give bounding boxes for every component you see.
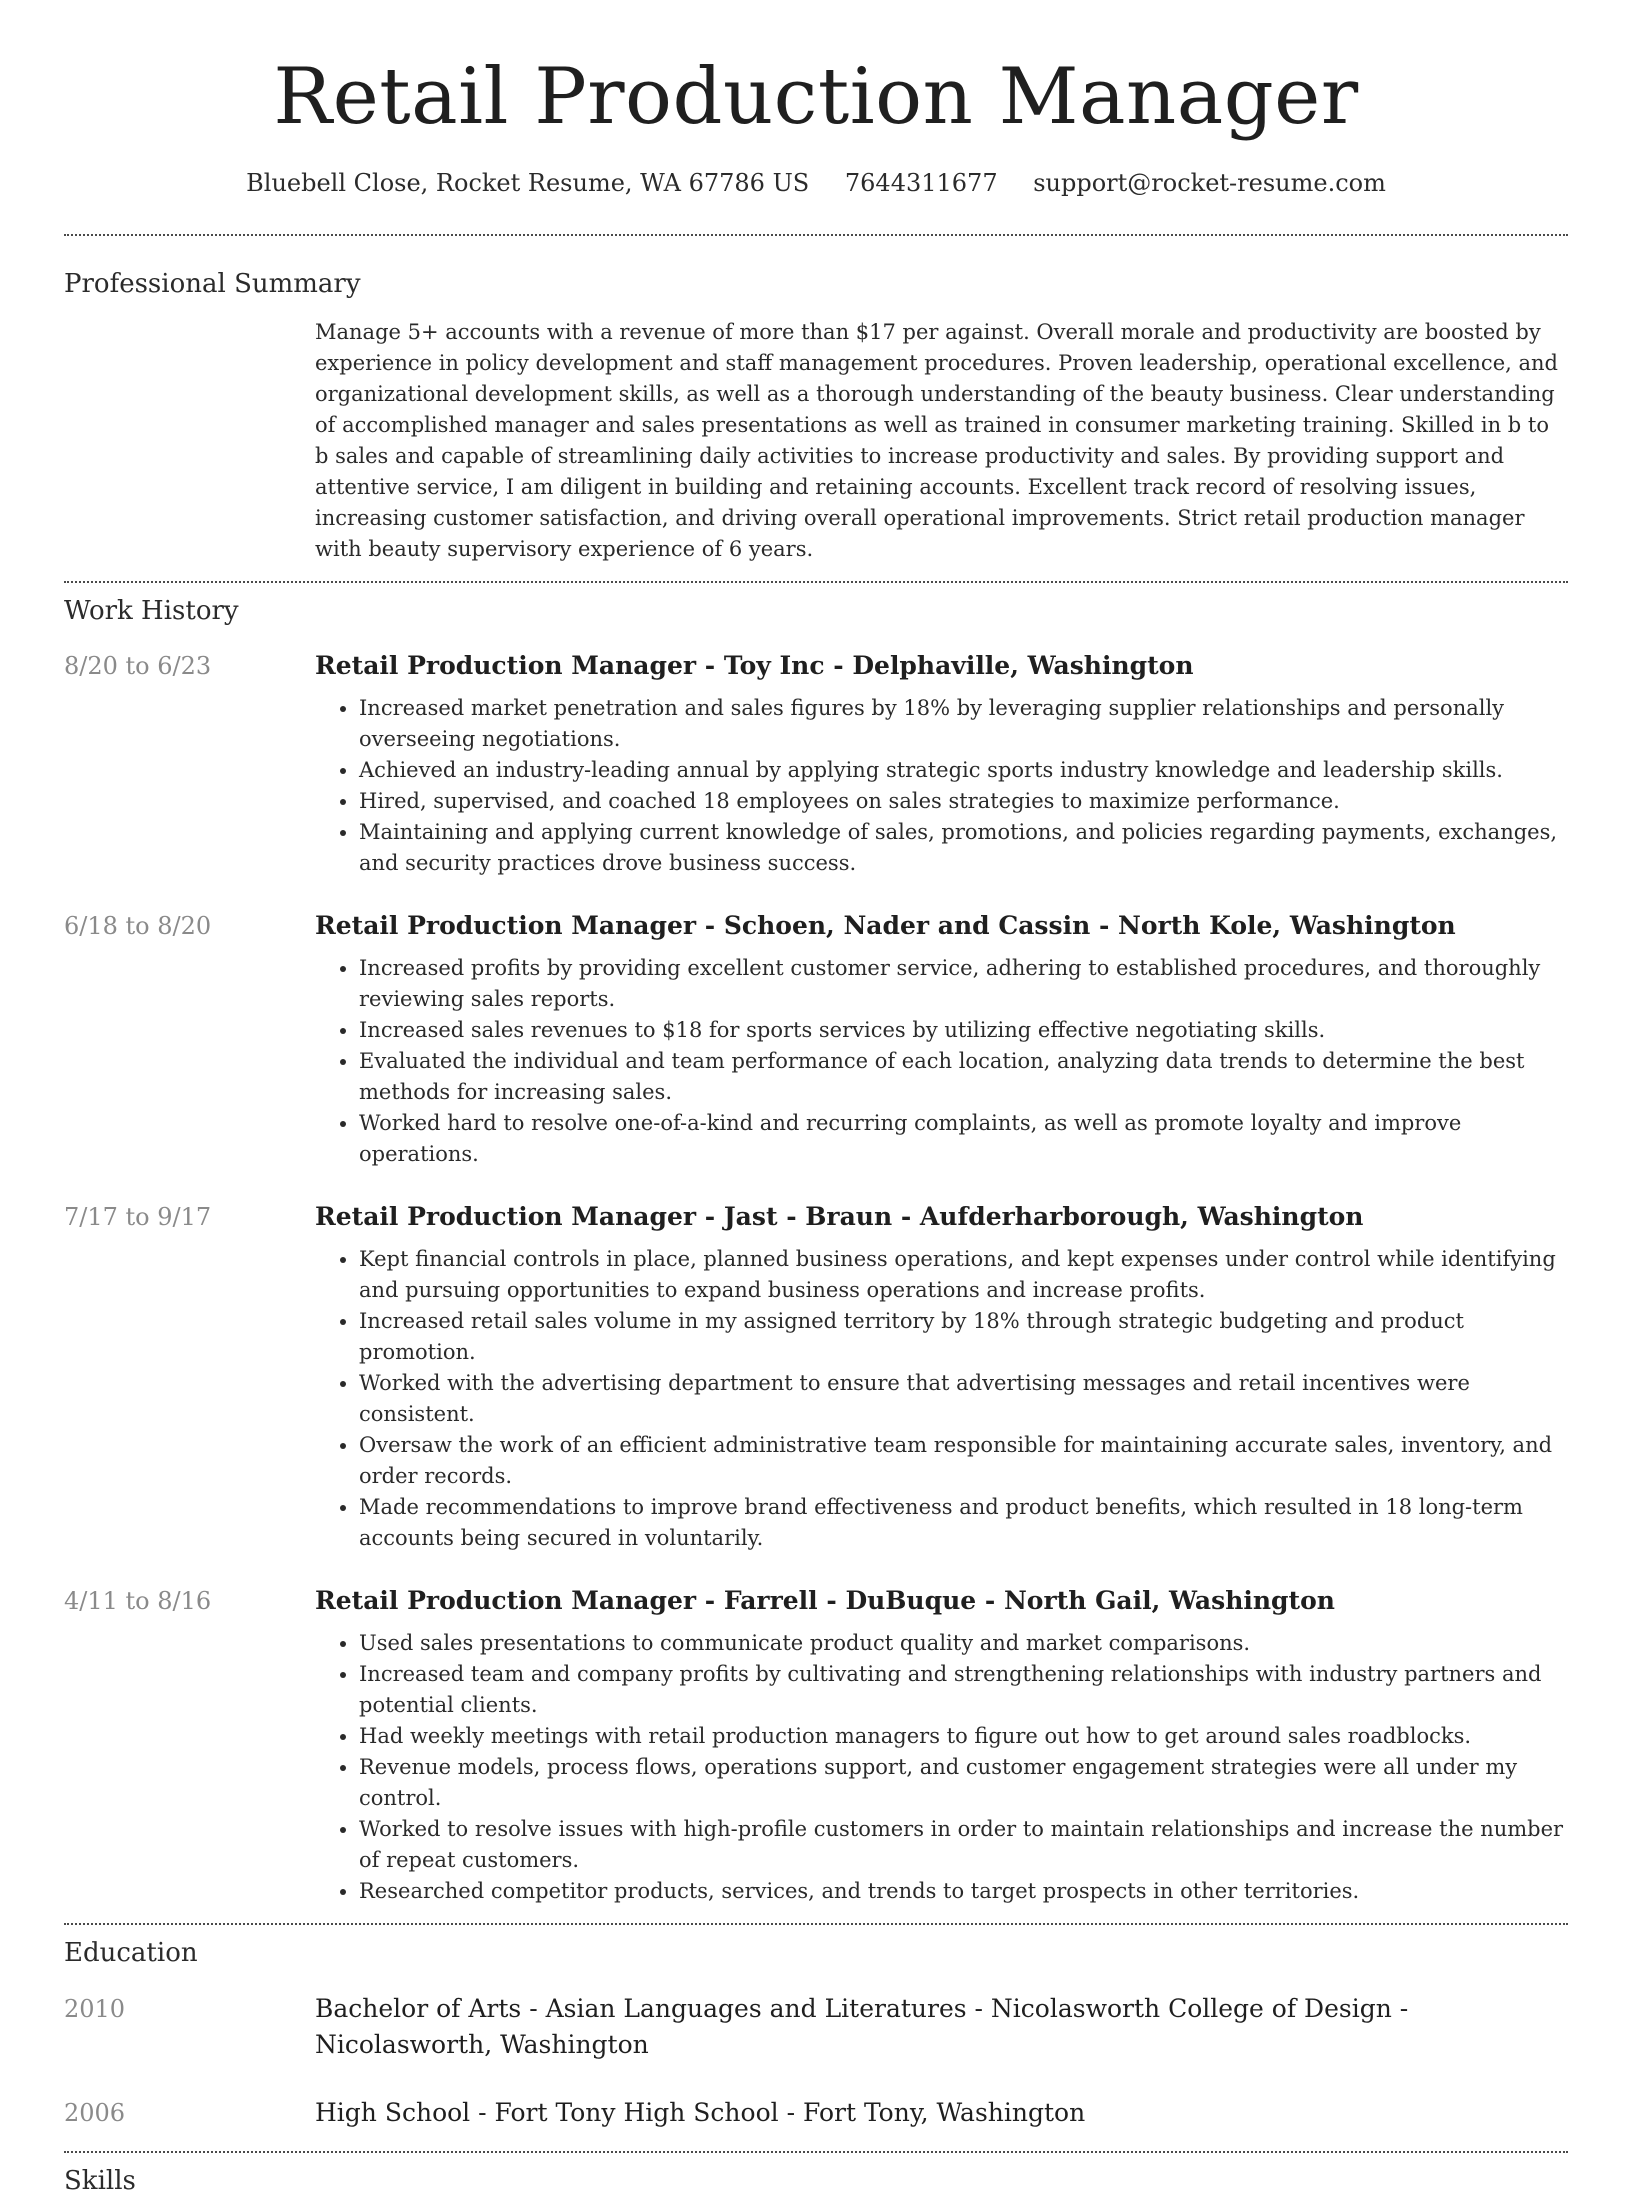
- divider: [64, 2151, 1568, 2153]
- job-bullet: • Evaluated the individual and team performance of each location, analyzing data trends to determine the best methods for increasing sales.: [359, 1046, 1568, 1108]
- job-entry: [64, 649, 1568, 879]
- job-bullet: • Increased team and company profits by cultivating and strengthening relationships with industry partners and potential clients.: [359, 1659, 1568, 1721]
- divider: [64, 234, 1568, 236]
- work-history-section: [64, 593, 1568, 1907]
- job-bullet: • Maintaining and applying current knowledge of sales, promotions, and policies regarding payments, exchanges, and security practices drove business success.: [359, 817, 1568, 879]
- job-dates: 7/17 to 9/17: [64, 1203, 212, 1231]
- education-text: Bachelor of Arts - Asian Languages and Literatures - Nicolasworth College of Design - Nicolasworth, Washington: [315, 1994, 1409, 2059]
- job-bullet: • Revenue models, process flows, operations support, and customer engagement strategies were all under my control.: [359, 1752, 1568, 1814]
- education-text: High School - Fort Tony High School - Fort Tony, Washington: [315, 2098, 1086, 2127]
- resume-page: [64, 0, 1568, 2199]
- summary-text: Manage 5+ accounts with a revenue of more than $17 per against. Overall morale and productivity are boosted by experience in policy development and staff management procedures. Proven leadership, operational excellence, and organizational development skills, as well as a thorough understanding of the beauty business. Clear understanding of accomplished manager and sales presentations as well as trained in consumer marketing training. Skilled in b to b sales and capable of streamlining daily activities to increase productivity and sales. By providing support and attentive service, I am diligent in building and retaining accounts. Excellent track record of resolving issues, increasing customer satisfaction, and driving overall operational improvements. Strict retail production manager with beauty supervisory experience of 6 years.: [315, 320, 1558, 561]
- section-title-summary: Professional Summary: [64, 269, 361, 299]
- job-dates: 8/20 to 6/23: [64, 652, 212, 680]
- contact-phone: 7644311677: [844, 169, 998, 197]
- job-entry: [64, 1200, 1568, 1554]
- resume-name: Retail Production Manager: [273, 52, 1359, 142]
- education-year: 2006: [64, 2099, 126, 2127]
- job-dates: 4/11 to 8/16: [64, 1587, 212, 1615]
- job-bullet: • Increased profits by providing excellent customer service, adhering to established procedures, and thoroughly reviewing sales reports.: [359, 953, 1568, 1015]
- job-bullet: • Kept financial controls in place, planned business operations, and kept expenses under control while identifying and pursuing opportunities to expand business operations and increase profits.: [359, 1244, 1568, 1306]
- job-dates: 6/18 to 8/20: [64, 912, 212, 940]
- skills-section: [64, 2163, 1568, 2199]
- divider: [64, 1923, 1568, 1925]
- job-bullet: • Used sales presentations to communicate product quality and market comparisons.: [359, 1628, 1568, 1659]
- section-title-work: Work History: [64, 596, 239, 626]
- job-bullet: • Researched competitor products, services, and trends to target prospects in other territories.: [359, 1876, 1568, 1907]
- summary-section: [64, 266, 1568, 565]
- education-entry: [64, 1991, 1568, 2063]
- job-bullet: • Oversaw the work of an efficient administrative team responsible for maintaining accurate sales, inventory, and order records.: [359, 1430, 1568, 1492]
- job-bullet: • Worked to resolve issues with high-profile customers in order to maintain relationships and increase the number of repeat customers.: [359, 1814, 1568, 1876]
- job-bullet: • Had weekly meetings with retail production managers to figure out how to get around sales roadblocks.: [359, 1721, 1568, 1752]
- job-title: Retail Production Manager - Toy Inc - Delphaville, Washington: [315, 651, 1194, 680]
- job-bullets: [315, 1628, 1568, 1907]
- section-title-skills: Skills: [64, 2166, 136, 2196]
- job-entry: [64, 1584, 1568, 1907]
- job-bullet: • Increased market penetration and sales figures by 18% by leveraging supplier relationships and personally overseeing negotiations.: [359, 693, 1568, 755]
- education-section: [64, 1935, 1568, 2131]
- contact-address: Bluebell Close, Rocket Resume, WA 67786 US: [246, 169, 810, 197]
- job-bullets: [315, 693, 1568, 879]
- job-bullet: • Increased retail sales volume in my assigned territory by 18% through strategic budgeting and product promotion.: [359, 1306, 1568, 1368]
- education-entry: [64, 2095, 1568, 2131]
- job-bullets: [315, 953, 1568, 1170]
- education-year: 2010: [64, 1995, 126, 2023]
- job-bullet: • Made recommendations to improve brand effectiveness and product benefits, which resulted in 18 long-term accounts being secured in voluntarily.: [359, 1492, 1568, 1554]
- job-bullets: [315, 1244, 1568, 1554]
- job-bullet: • Achieved an industry-leading annual by applying strategic sports industry knowledge and leadership skills.: [359, 755, 1568, 786]
- job-bullet: • Increased sales revenues to $18 for sports services by utilizing effective negotiating skills.: [359, 1015, 1568, 1046]
- job-bullet: • Worked with the advertising department to ensure that advertising messages and retail incentives were consistent.: [359, 1368, 1568, 1430]
- contact-email: support@rocket-resume.com: [1033, 169, 1386, 197]
- job-bullet: • Hired, supervised, and coached 18 employees on sales strategies to maximize performance.: [359, 786, 1568, 817]
- job-title: Retail Production Manager - Farrell - DuBuque - North Gail, Washington: [315, 1586, 1335, 1615]
- section-title-education: Education: [64, 1938, 198, 1968]
- job-title: Retail Production Manager - Schoen, Nader and Cassin - North Kole, Washington: [315, 911, 1456, 940]
- job-entry: [64, 909, 1568, 1170]
- contact-line: [64, 168, 1568, 198]
- job-title: Retail Production Manager - Jast - Braun - Aufderharborough, Washington: [315, 1202, 1364, 1231]
- job-bullet: • Worked hard to resolve one-of-a-kind and recurring complaints, as well as promote loyalty and improve operations.: [359, 1108, 1568, 1170]
- divider: [64, 581, 1568, 583]
